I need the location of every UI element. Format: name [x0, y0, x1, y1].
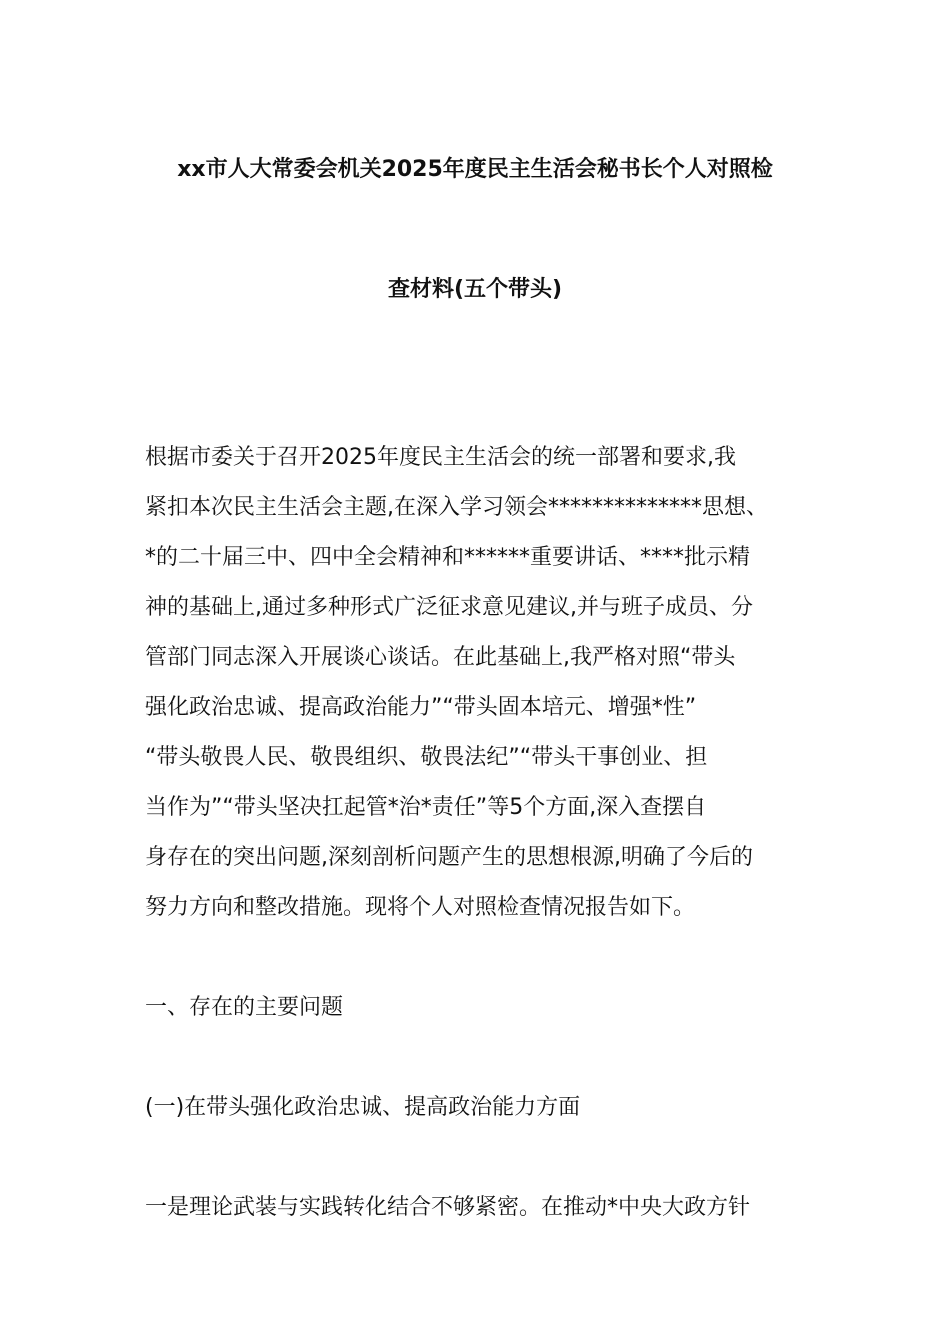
intro-line: 努力方向和整改措施。现将个人对照检查情况报告如下。 [145, 895, 696, 920]
intro-line: 紧扣本次民主生活会主题,在深入学习领会**************思想、 [145, 495, 768, 520]
section-heading: 一、存在的主要问题 [145, 995, 344, 1020]
intro-line: 强化政治忠诚、提高政治能力”“带头固本培元、增强*性” [145, 695, 697, 720]
intro-line: 根据市委关于召开2025年度民主生活会的统一部署和要求,我 [145, 445, 736, 470]
intro-line: *的二十届三中、四中全会精神和******重要讲话、****批示精 [145, 545, 751, 570]
subsection-heading: (一)在带头强化政治忠诚、提高政治能力方面 [145, 1095, 581, 1120]
document-title-line-1: xx市人大常委会机关2025年度民主生活会秘书长个人对照检 [177, 157, 773, 182]
document-title-line-2: 查材料(五个带头) [387, 277, 563, 302]
intro-line: “带头敬畏人民、敬畏组织、敬畏法纪”“带头干事创业、担 [145, 745, 708, 770]
intro-line: 身存在的突出问题,深刻剖析问题产生的思想根源,明确了今后的 [145, 845, 753, 870]
intro-line: 管部门同志深入开展谈心谈话。在此基础上,我严格对照“带头 [145, 645, 736, 670]
intro-line: 神的基础上,通过多种形式广泛征求意见建议,并与班子成员、分 [145, 595, 753, 620]
intro-line: 当作为”“带头坚决扛起管*治*责任”等5个方面,深入查摆自 [145, 795, 707, 820]
body-line: 一是理论武装与实践转化结合不够紧密。在推动*中央大政方针 [145, 1195, 751, 1220]
